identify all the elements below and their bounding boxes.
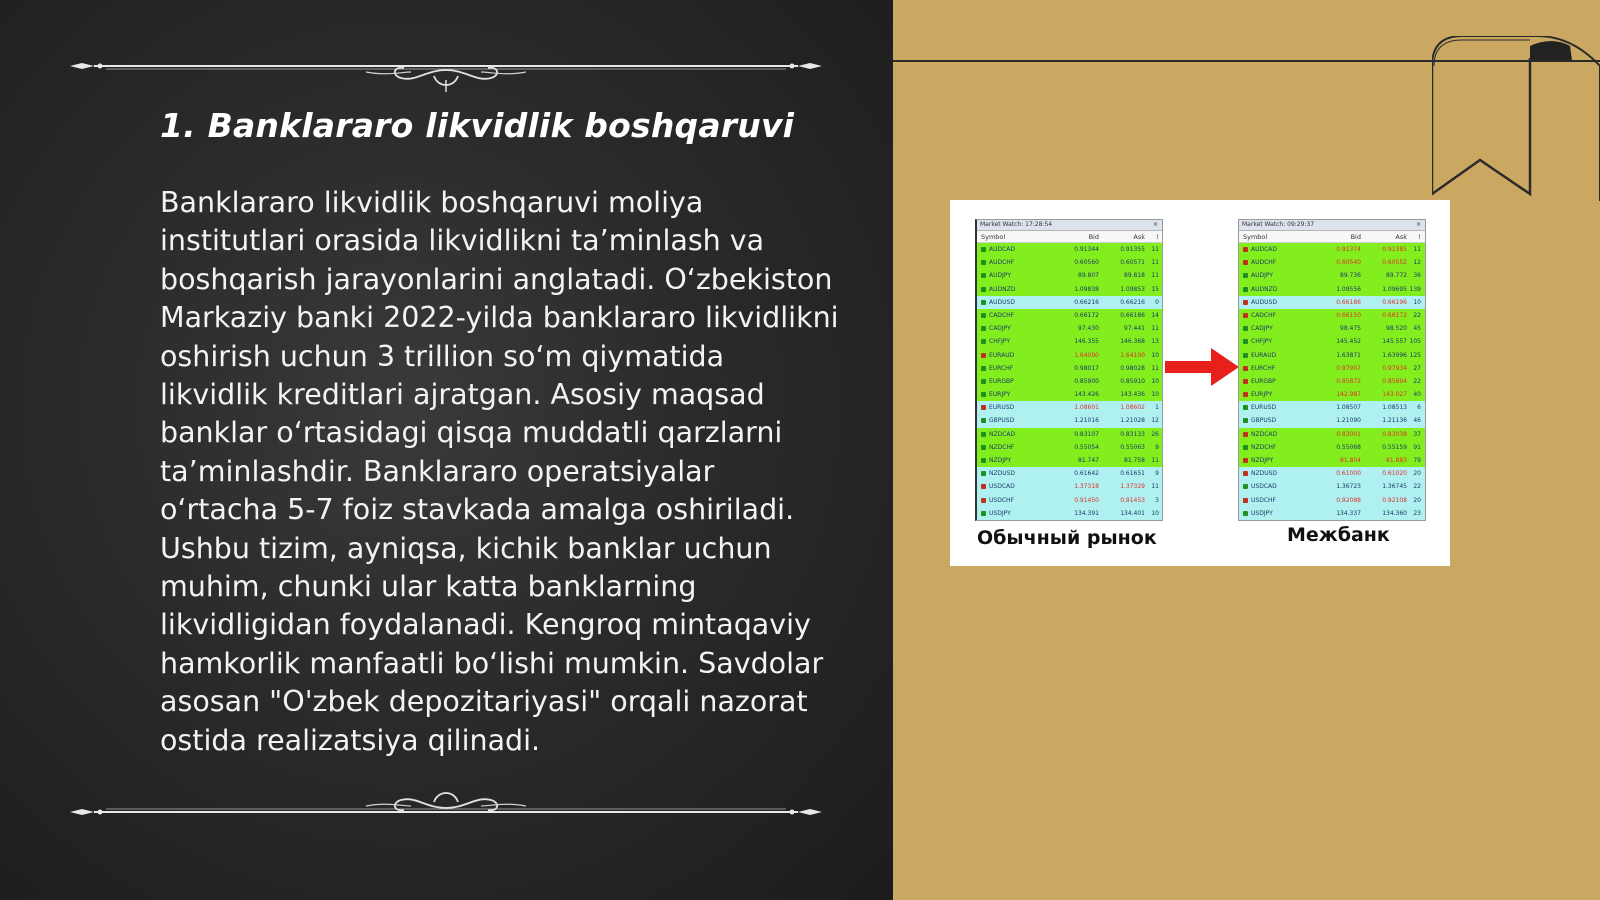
spread-cell: 11 — [1151, 272, 1159, 280]
table-row — [977, 283, 1162, 296]
direction-icon — [1243, 405, 1248, 410]
symbol-cell: CHFJPY — [1239, 335, 1317, 348]
spread-cell: 6 — [1417, 404, 1421, 412]
bid-cell: 1.08507 — [1336, 404, 1361, 412]
symbol-cell: USDCAD — [977, 480, 1055, 493]
table-row — [977, 480, 1162, 493]
table-row — [977, 414, 1162, 427]
spread-cell: 79 — [1413, 457, 1421, 464]
symbol-cell: AUDNZD — [1239, 283, 1317, 296]
table-row — [977, 388, 1162, 401]
spread-cell: 36 — [1413, 272, 1421, 280]
bid-cell: 0.91344 — [1074, 246, 1099, 253]
direction-icon — [1243, 287, 1248, 292]
ask-cell: 1.08513 — [1382, 404, 1407, 412]
bid-cell: 134.337 — [1336, 509, 1361, 517]
table-row — [977, 322, 1162, 335]
bid-cell: 97.430 — [1078, 325, 1099, 333]
bid-cell: 146.355 — [1074, 338, 1099, 346]
direction-icon — [981, 247, 986, 252]
ask-cell: 0.85894 — [1382, 377, 1407, 385]
spread-cell: 11 — [1151, 259, 1159, 267]
direction-icon — [1243, 432, 1248, 437]
bid-cell: 0.91450 — [1074, 496, 1099, 504]
spread-cell: 10 — [1151, 391, 1159, 399]
spread-cell: 139 — [1409, 285, 1421, 293]
symbol-cell: EURGBP — [977, 375, 1055, 388]
table-row — [977, 335, 1162, 348]
direction-icon — [1243, 445, 1248, 450]
spread-cell: 11 — [1151, 325, 1159, 333]
spread-cell: 40 — [1413, 391, 1421, 399]
ask-cell: 1.21028 — [1120, 417, 1145, 425]
spread-cell: 105 — [1409, 338, 1421, 346]
spread-cell: 20 — [1413, 496, 1421, 504]
direction-icon — [1243, 484, 1248, 489]
bid-cell: 145.452 — [1336, 338, 1361, 346]
direction-icon — [1243, 300, 1248, 305]
ask-cell: 143.436 — [1120, 391, 1145, 399]
symbol-cell: AUDCHF — [1239, 256, 1317, 269]
symbol-cell: NZDCAD — [977, 428, 1055, 441]
ask-cell: 98.520 — [1386, 325, 1407, 333]
ask-cell: 0.66186 — [1120, 311, 1145, 319]
direction-icon — [981, 471, 986, 476]
table-row — [977, 296, 1162, 309]
symbol-cell: NZDCHF — [1239, 441, 1317, 454]
ask-cell: 89.772 — [1386, 272, 1407, 280]
table-row — [1239, 480, 1425, 493]
table-row — [1239, 243, 1425, 256]
bid-cell: 0.66150 — [1336, 311, 1361, 319]
bid-cell: 0.92088 — [1336, 496, 1361, 504]
ask-cell: 0.60571 — [1120, 259, 1145, 267]
symbol-cell: EURJPY — [977, 388, 1055, 401]
ask-cell: 97.441 — [1124, 325, 1145, 333]
ask-cell: 0.97934 — [1382, 364, 1407, 372]
direction-icon — [1243, 392, 1248, 397]
table-row — [1239, 256, 1425, 269]
ask-cell: 0.91355 — [1120, 246, 1145, 253]
ask-cell: 81.758 — [1124, 457, 1145, 464]
table-row — [977, 362, 1162, 375]
table-row — [1239, 428, 1425, 441]
symbol-cell: AUDCAD — [1239, 243, 1317, 256]
direction-icon — [1243, 366, 1248, 371]
bid-cell: 0.66216 — [1074, 298, 1099, 306]
market-watch-normal — [975, 219, 1163, 521]
symbol-cell: USDCAD — [1239, 480, 1317, 493]
direction-icon — [981, 287, 986, 292]
bid-cell: 1.09838 — [1074, 285, 1099, 293]
spread-cell: 10 — [1151, 377, 1159, 385]
symbol-cell: USDJPY — [977, 507, 1055, 520]
ask-cell: 0.61020 — [1382, 470, 1407, 478]
direction-icon — [981, 405, 986, 410]
spread-cell: 11 — [1151, 483, 1159, 491]
spread-cell: 12 — [1413, 259, 1421, 267]
caption-normal-market: Обычный рынок — [977, 527, 1157, 549]
direction-icon — [981, 498, 986, 503]
symbol-cell: EURUSD — [977, 401, 1055, 414]
direction-icon — [981, 511, 986, 516]
bid-cell: 81.804 — [1340, 457, 1361, 464]
spread-cell: 14 — [1151, 311, 1159, 319]
ask-cell: 0.55159 — [1382, 443, 1407, 451]
market-watch-header: Symbol Bid Ask ! — [977, 231, 1162, 243]
direction-icon — [981, 313, 986, 318]
bid-cell: 143.426 — [1074, 391, 1099, 399]
symbol-cell: CADCHF — [1239, 309, 1317, 322]
spread-cell: 11 — [1413, 246, 1421, 253]
table-row — [1239, 296, 1425, 309]
spread-cell: 3 — [1155, 496, 1159, 504]
bid-cell: 1.37318 — [1074, 483, 1099, 491]
direction-icon — [981, 366, 986, 371]
spread-cell: 10 — [1151, 509, 1159, 517]
bid-cell: 134.391 — [1074, 509, 1099, 517]
direction-icon — [981, 392, 986, 397]
spread-cell: 10 — [1413, 298, 1421, 306]
direction-icon — [1243, 339, 1248, 344]
symbol-cell: AUDCAD — [977, 243, 1055, 256]
direction-icon — [1243, 471, 1248, 476]
direction-icon — [981, 484, 986, 489]
spread-cell: 12 — [1151, 417, 1159, 425]
table-row — [977, 454, 1162, 467]
symbol-cell: CADJPY — [1239, 322, 1317, 335]
ornament-divider-bottom — [66, 788, 826, 828]
spread-cell: 27 — [1413, 364, 1421, 372]
table-row — [977, 428, 1162, 441]
bid-cell: 1.36723 — [1336, 483, 1361, 491]
direction-icon — [981, 379, 986, 384]
bid-cell: 0.83001 — [1336, 430, 1361, 438]
bid-cell: 0.85900 — [1074, 377, 1099, 385]
symbol-cell: EURAUD — [1239, 349, 1317, 362]
direction-icon — [981, 458, 986, 463]
spread-cell: 15 — [1151, 285, 1159, 293]
symbol-cell: EURJPY — [1239, 388, 1317, 401]
symbol-cell: AUDUSD — [977, 296, 1055, 309]
direction-icon — [1243, 326, 1248, 331]
bid-cell: 89.807 — [1078, 272, 1099, 280]
ask-cell: 1.08602 — [1120, 404, 1145, 412]
ask-cell: 1.64100 — [1120, 351, 1145, 359]
direction-icon — [981, 339, 986, 344]
ask-cell: 81.883 — [1386, 457, 1407, 464]
bid-cell: 1.08601 — [1074, 404, 1099, 412]
symbol-cell: NZDCAD — [1239, 428, 1317, 441]
table-row — [977, 269, 1162, 282]
bid-cell: 98.475 — [1340, 325, 1361, 333]
symbol-cell: NZDCHF — [977, 441, 1055, 454]
direction-icon — [1243, 313, 1248, 318]
table-row — [1239, 283, 1425, 296]
direction-icon — [1243, 511, 1248, 516]
symbol-cell: EURGBP — [1239, 375, 1317, 388]
spread-cell: 22 — [1413, 377, 1421, 385]
bid-cell: 0.91374 — [1336, 246, 1361, 253]
table-row — [1239, 441, 1425, 454]
ask-cell: 0.66172 — [1382, 311, 1407, 319]
ask-cell: 1.63996 — [1382, 351, 1407, 359]
symbol-cell: CADJPY — [977, 322, 1055, 335]
table-row — [1239, 494, 1425, 507]
spread-cell: 22 — [1413, 311, 1421, 319]
table-row — [977, 494, 1162, 507]
symbol-cell: EURAUD — [977, 349, 1055, 362]
spread-cell: 20 — [1413, 470, 1421, 478]
ask-cell: 0.60552 — [1382, 259, 1407, 267]
bid-cell: 1.64090 — [1074, 351, 1099, 359]
ask-cell: 0.83038 — [1382, 430, 1407, 438]
market-watch-title: Market Watch: 09:29:37 × — [1239, 220, 1425, 231]
red-arrow-icon — [1165, 346, 1241, 388]
bid-cell: 0.55068 — [1336, 443, 1361, 451]
symbol-cell: EURCHF — [977, 362, 1055, 375]
bid-cell: 0.66172 — [1074, 311, 1099, 319]
bid-cell: 81.747 — [1078, 457, 1099, 464]
market-watch-interbank — [1238, 219, 1426, 521]
spread-cell: 26 — [1151, 430, 1159, 438]
table-row — [1239, 322, 1425, 335]
direction-icon — [981, 326, 986, 331]
symbol-cell: GBPUSD — [977, 414, 1055, 427]
spread-cell: 11 — [1151, 457, 1159, 464]
symbol-cell: AUDJPY — [1239, 269, 1317, 282]
symbol-cell: CHFJPY — [977, 335, 1055, 348]
bookmark-icon — [1432, 36, 1600, 201]
bid-cell: 0.55054 — [1074, 443, 1099, 451]
bid-cell: 89.736 — [1340, 272, 1361, 280]
direction-icon — [1243, 273, 1248, 278]
table-row — [1239, 335, 1425, 348]
bid-cell: 1.63871 — [1336, 351, 1361, 359]
symbol-cell: NZDUSD — [1239, 467, 1317, 480]
bid-cell: 1.21016 — [1074, 417, 1099, 425]
symbol-cell: AUDJPY — [977, 269, 1055, 282]
ornament-divider-top — [66, 52, 826, 92]
table-row — [1239, 414, 1425, 427]
direction-icon — [1243, 247, 1248, 252]
direction-icon — [981, 418, 986, 423]
slide-title: 1. Banklararo likvidlik boshqaruvi — [160, 106, 795, 145]
bid-cell: 0.83107 — [1074, 430, 1099, 438]
market-comparison-figure — [950, 200, 1450, 566]
table-row — [977, 507, 1162, 520]
ask-cell: 134.360 — [1382, 509, 1407, 517]
ask-cell: 0.92108 — [1382, 496, 1407, 504]
table-row — [977, 467, 1162, 480]
ask-cell: 134.401 — [1120, 509, 1145, 517]
table-row — [977, 256, 1162, 269]
table-row — [1239, 454, 1425, 467]
direction-icon — [1243, 353, 1248, 358]
ask-cell: 146.368 — [1120, 338, 1145, 346]
symbol-cell: USDCHF — [977, 494, 1055, 507]
spread-cell: 9 — [1155, 443, 1159, 451]
bid-cell: 0.66186 — [1336, 298, 1361, 306]
ask-cell: 1.36745 — [1382, 483, 1407, 491]
bid-cell: 0.97907 — [1336, 364, 1361, 372]
symbol-cell: NZDJPY — [1239, 454, 1317, 467]
spread-cell: 37 — [1413, 430, 1421, 438]
table-row — [977, 349, 1162, 362]
spread-cell: 11 — [1151, 246, 1159, 253]
direction-icon — [1243, 418, 1248, 423]
direction-icon — [1243, 260, 1248, 265]
table-row — [1239, 467, 1425, 480]
table-row — [1239, 349, 1425, 362]
slide-body-text: Banklararo likvidlik boshqaruvi moliya institutlari orasida likvidlikni ta’minlash va boshqarish jarayonlarini anglatadi. O‘zbekiston Markaziy banki 2022-yilda banklararo likvidlikni oshirish uchun 3 trillion so‘m qiymatida likvidlik kreditlari ajratgan. Asosiy maqsad banklar o‘rtasidagi qisqa muddatli qarzlarni ta’minlashdir. Banklararo operatsiyalar o‘rtacha 5-7 foiz stavkada amalga oshiriladi. Ushbu tizim, ayniqsa, kichik banklar uchun muhim, chunki ular katta banklarning likvidligidan foydalanadi. Kengroq mintaqaviy hamkorlik manfaatli bo‘lishi mumkin. Savdolar asosan "O'zbek depozitariyasi" orqali nazorat ostida realizatsiya qilinadi. — [160, 186, 839, 757]
ask-cell: 1.21136 — [1382, 417, 1407, 425]
symbol-cell: EURUSD — [1239, 401, 1317, 414]
ask-cell: 145.557 — [1382, 338, 1407, 346]
spread-cell: 1 — [1155, 404, 1159, 412]
bid-cell: 1.21090 — [1336, 417, 1361, 425]
ask-cell: 0.66216 — [1120, 298, 1145, 306]
ask-cell: 0.66196 — [1382, 298, 1407, 306]
ask-cell: 1.37329 — [1120, 483, 1145, 491]
market-watch-header: Symbol Bid Ask ! — [1239, 231, 1425, 243]
symbol-cell: NZDJPY — [977, 454, 1055, 467]
table-row — [977, 401, 1162, 414]
spread-cell: 9 — [1155, 470, 1159, 478]
bid-cell: 142.987 — [1336, 391, 1361, 399]
direction-icon — [981, 445, 986, 450]
direction-icon — [981, 432, 986, 437]
bid-cell: 1.09556 — [1336, 285, 1361, 293]
ask-cell: 143.027 — [1382, 391, 1407, 399]
caption-interbank: Межбанк — [1287, 524, 1390, 546]
direction-icon — [1243, 498, 1248, 503]
ask-cell: 1.09695 — [1382, 285, 1407, 293]
table-row — [977, 309, 1162, 322]
ask-cell: 0.85910 — [1120, 377, 1145, 385]
ask-cell: 0.55063 — [1120, 443, 1145, 451]
table-row — [1239, 269, 1425, 282]
symbol-cell: USDJPY — [1239, 507, 1317, 520]
symbol-cell: AUDNZD — [977, 283, 1055, 296]
ask-cell: 0.91385 — [1382, 246, 1407, 253]
bid-cell: 0.61642 — [1074, 470, 1099, 478]
ask-cell: 0.98028 — [1120, 364, 1145, 372]
symbol-cell: CADCHF — [977, 309, 1055, 322]
direction-icon — [1243, 458, 1248, 463]
bid-cell: 0.61000 — [1336, 470, 1361, 478]
spread-cell: 0 — [1155, 298, 1159, 306]
symbol-cell: AUDCHF — [977, 256, 1055, 269]
direction-icon — [1243, 379, 1248, 384]
ask-cell: 0.61651 — [1120, 470, 1145, 478]
symbol-cell: GBPUSD — [1239, 414, 1317, 427]
ask-cell: 89.818 — [1124, 272, 1145, 280]
spread-cell: 91 — [1413, 443, 1421, 451]
spread-cell: 46 — [1413, 417, 1421, 425]
table-row — [1239, 507, 1425, 520]
table-row — [1239, 375, 1425, 388]
table-row — [977, 441, 1162, 454]
ask-cell: 1.09853 — [1120, 285, 1145, 293]
bid-cell: 0.60560 — [1074, 259, 1099, 267]
symbol-cell: EURCHF — [1239, 362, 1317, 375]
spread-cell: 23 — [1413, 509, 1421, 517]
table-row — [1239, 362, 1425, 375]
symbol-cell: NZDUSD — [977, 467, 1055, 480]
table-row — [1239, 309, 1425, 322]
spread-cell: 125 — [1409, 351, 1421, 359]
table-row — [977, 243, 1162, 256]
spread-cell: 10 — [1151, 351, 1159, 359]
direction-icon — [981, 353, 986, 358]
symbol-cell: AUDUSD — [1239, 296, 1317, 309]
spread-cell: 11 — [1151, 364, 1159, 372]
ask-cell: 0.91453 — [1120, 496, 1145, 504]
bid-cell: 0.60540 — [1336, 259, 1361, 267]
table-row — [1239, 388, 1425, 401]
bid-cell: 0.98017 — [1074, 364, 1099, 372]
direction-icon — [981, 300, 986, 305]
symbol-cell: USDCHF — [1239, 494, 1317, 507]
table-row — [977, 375, 1162, 388]
direction-icon — [981, 273, 986, 278]
spread-cell: 13 — [1151, 338, 1159, 346]
direction-icon — [981, 260, 986, 265]
spread-cell: 45 — [1413, 325, 1421, 333]
ask-cell: 0.83133 — [1120, 430, 1145, 438]
spread-cell: 22 — [1413, 483, 1421, 491]
market-watch-title: Market Watch: 17:28:54 × — [977, 220, 1162, 231]
table-row — [1239, 401, 1425, 414]
bid-cell: 0.85872 — [1336, 377, 1361, 385]
